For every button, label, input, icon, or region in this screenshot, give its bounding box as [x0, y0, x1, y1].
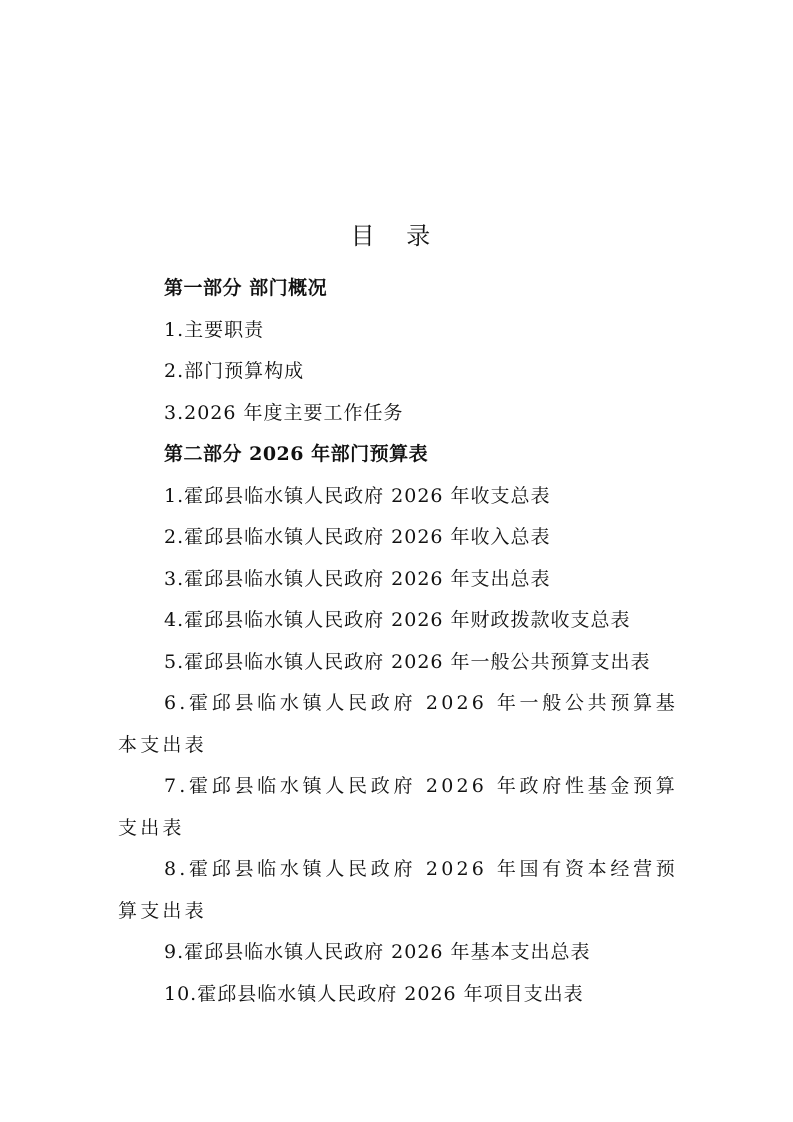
toc-item: 10.霍邱县临水镇人民政府 2026 年项目支出表 [164, 982, 584, 1005]
toc-item: 3.2026 年度主要工作任务 [164, 401, 404, 424]
toc-item: 8.霍邱县临水镇人民政府 2026 年国有资本经营预算支出表 [118, 858, 678, 922]
toc-item: 3.霍邱县临水镇人民政府 2026 年支出总表 [164, 567, 551, 590]
page-title: 目 录 [350, 222, 443, 250]
toc-item: 5.霍邱县临水镇人民政府 2026 年一般公共预算支出表 [164, 650, 651, 673]
toc-part-1-heading: 第一部分 部门概况 [164, 277, 328, 299]
toc-item: 9.霍邱县临水镇人民政府 2026 年基本支出总表 [164, 941, 591, 963]
toc-part-2-heading: 第二部分 2026 年部门预算表 [164, 443, 429, 465]
toc-item: 1.主要职责 [164, 318, 265, 341]
toc-item: 2.霍邱县临水镇人民政府 2026 年收入总表 [164, 526, 551, 548]
toc-item: 2.部门预算构成 [164, 360, 305, 382]
toc-item: 6.霍邱县临水镇人民政府 2026 年一般公共预算基本支出表 [118, 692, 678, 756]
toc-item: 7.霍邱县临水镇人民政府 2026 年政府性基金预算支出表 [118, 775, 678, 839]
table-of-contents [118, 268, 678, 1015]
toc-item: 4.霍邱县临水镇人民政府 2026 年财政拨款收支总表 [164, 609, 631, 631]
toc-item: 1.霍邱县临水镇人民政府 2026 年收支总表 [164, 484, 551, 507]
